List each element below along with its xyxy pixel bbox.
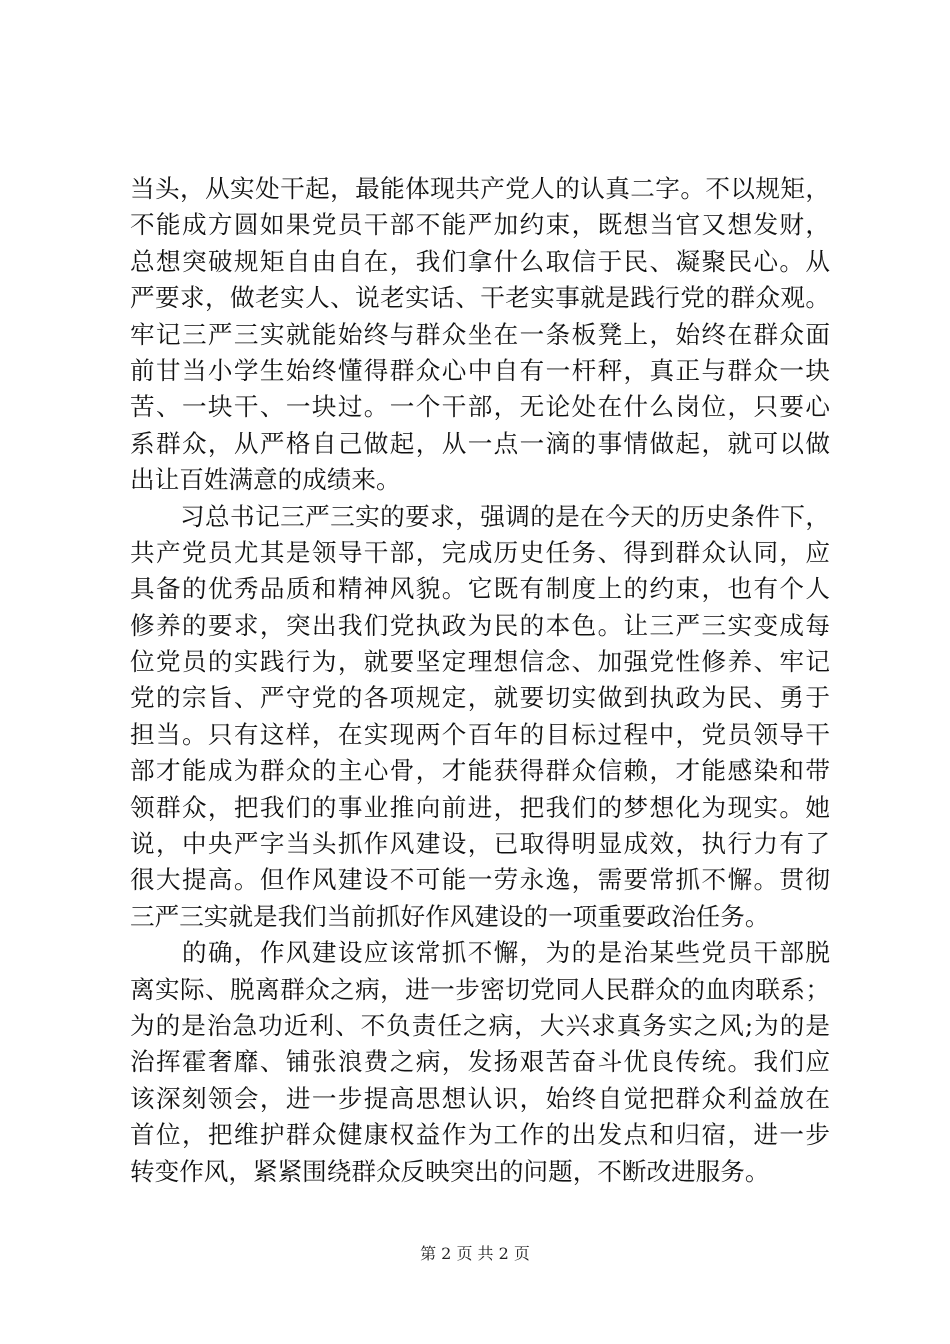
text-line: 党的宗旨、严守党的各项规定，就要切实做到执政为民、勇于 [130,683,830,713]
text-line: 首位，把维护群众健康权益作为工作的出发点和归宿，进一步 [130,1120,830,1150]
text-line: 修养的要求，突出我们党执政为民的本色。让三严三实变成每 [130,610,830,640]
text-line: 总想突破规矩自由自在，我们拿什么取信于民、凝聚民心。从 [130,246,830,276]
text-line: 领群众，把我们的事业推向前进，把我们的梦想化为现实。她 [130,792,830,822]
text-line: 担当。只有这样，在实现两个百年的目标过程中，党员领导干 [130,719,830,749]
text-line: 苦、一块干、一块过。一个干部，无论处在什么岗位，只要心 [130,392,830,422]
text-line: 牢记三严三实就能始终与群众坐在一条板凳上，始终在群众面 [130,319,830,349]
text-line: 说，中央严字当头抓作风建设，已取得明显成效，执行力有了 [130,829,830,859]
text-line: 系群众，从严格自己做起，从一点一滴的事情做起，就可以做 [130,428,830,458]
text-line: 部才能成为群众的主心骨，才能获得群众信赖，才能感染和带 [130,756,830,786]
body-text [130,171,830,1190]
text-line: 位党员的实践行为，就要坚定理想信念、加强党性修养、牢记 [130,647,830,677]
text-line: 共产党员尤其是领导干部，完成历史任务、得到群众认同，应 [130,537,830,567]
text-line: 该深刻领会，进一步提高思想认识，始终自觉把群众利益放在 [130,1083,830,1113]
text-line: 出让百姓满意的成绩来。 [130,465,401,495]
text-line: 不能成方圆如果党员干部不能严加约束，既想当官又想发财， [130,210,830,240]
text-line: 前甘当小学生始终懂得群众心中自有一杆秤，真正与群众一块 [130,355,830,385]
text-line: 具备的优秀品质和精神风貌。它既有制度上的约束，也有个人 [130,574,830,604]
text-line: 很大提高。但作风建设不可能一劳永逸，需要常抓不懈。贯彻 [130,865,830,895]
page-footer: 第 2 页 共 2 页 [420,1244,530,1263]
text-line: 严要求，做老实人、说老实话、干老实事就是践行党的群众观。 [130,283,830,313]
text-line: 离实际、脱离群众之病，进一步密切党同人民群众的血肉联系； [130,974,830,1004]
text-line: 的确，作风建设应该常抓不懈，为的是治某些党员干部脱 [130,938,830,968]
text-line: 治挥霍奢靡、铺张浪费之病，发扬艰苦奋斗优良传统。我们应 [130,1047,830,1077]
text-line: 为的是治急功近利、不负责任之病，大兴求真务实之风;为的是 [130,1010,830,1040]
text-line: 习总书记三严三实的要求，强调的是在今天的历史条件下， [130,501,830,531]
text-line: 当头，从实处干起，最能体现共产党人的认真二字。不以规矩， [130,174,830,203]
text-line: 三严三实就是我们当前抓好作风建设的一项重要政治任务。 [130,901,770,931]
text-line: 转变作风，紧紧围绕群众反映突出的问题，不断改进服务。 [130,1156,770,1186]
